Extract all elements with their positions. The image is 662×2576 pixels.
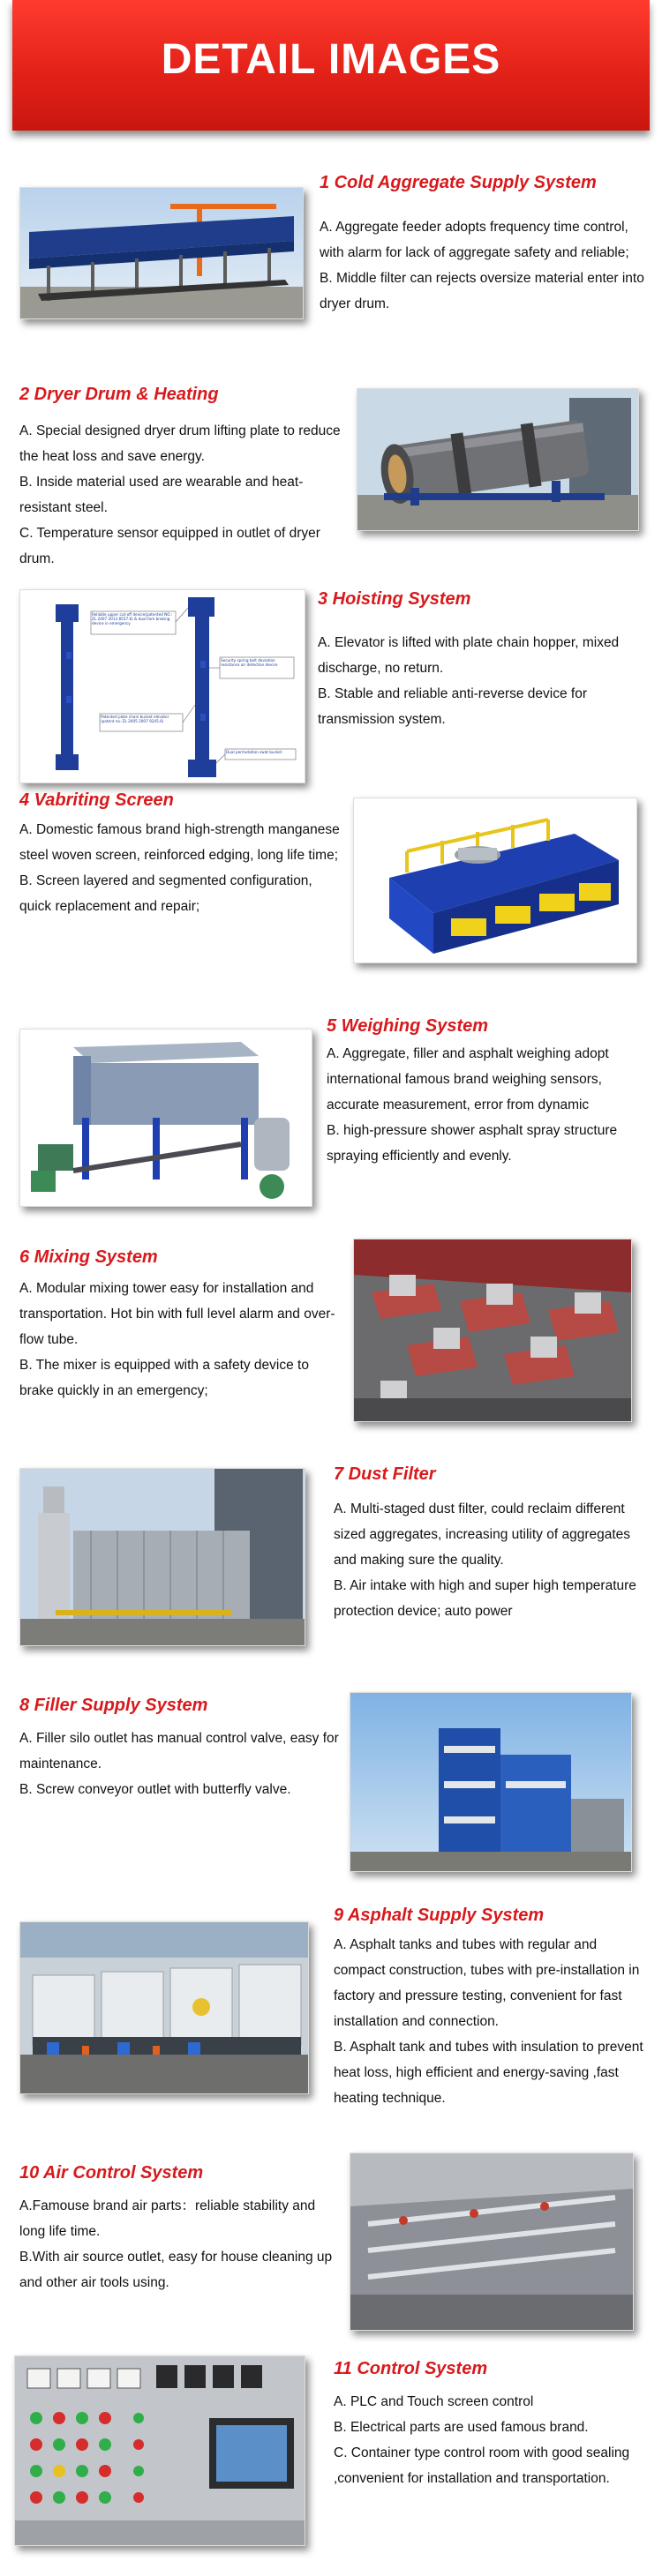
- section-body: [318, 630, 646, 732]
- vibrating-screen-photo: [353, 798, 637, 963]
- section-line: B. high-pressure shower asphalt spray structure spraying efficiently and evenly.: [327, 1123, 618, 1164]
- diagram-label: Dual permutation swat bucket: [226, 750, 282, 754]
- section-line: B. Asphalt tank and tubes with insulation to prevent heat loss, high efficient and energy-saving ,fast heating technique.: [334, 2040, 643, 2106]
- section-line: B.With air source outlet, easy for house cleaning up and other air tools using.: [19, 2250, 333, 2290]
- section-body: [19, 817, 342, 919]
- section-body: [19, 2193, 337, 2295]
- diagram-label: Reliable upper cut-off device(patented NO.: ZL 2007 2013 8557.6) & dual fork braking device in emergency: [92, 612, 173, 625]
- section-title: 1 Cold Aggregate Supply System: [320, 173, 597, 192]
- filler-supply-photo: [350, 1692, 632, 1872]
- section-line: B. The mixer is equipped with a safety device to brake quickly in an emergency;: [19, 1358, 309, 1398]
- section-body: [334, 1496, 651, 1624]
- section-title: 9 Asphalt Supply System: [334, 1906, 545, 1925]
- section-title: 8 Filler Supply System: [19, 1696, 208, 1715]
- section-title: 10 Air Control System: [19, 2163, 204, 2183]
- section-line: A. Elevator is lifted with plate chain hopper, mixed discharge, no return.: [318, 635, 620, 676]
- section-line: C. Container type control room with good sealing ,convenient for installation and transportation.: [334, 2445, 630, 2486]
- section-line: A. Asphalt tanks and tubes with regular and compact construction, tubes with pre-installation in factory and pressure testing, convenient for fast installation and connection.: [334, 1937, 640, 2029]
- section-title: 5 Weighing System: [327, 1016, 489, 1036]
- section-body: [19, 1276, 342, 1404]
- section-line: A. Modular mixing tower easy for installation and transportation. Hot bin with full level alarm and over-flow tube.: [19, 1281, 335, 1347]
- section-body: [19, 418, 346, 572]
- section-line: B. Screen layered and segmented configuration, quick replacement and repair;: [19, 873, 312, 914]
- hoisting-diagram: [19, 589, 305, 783]
- section-line: A.Famouse brand air parts：reliable stability and long life time.: [19, 2198, 316, 2239]
- section-line: B. Middle filter can rejects oversize material enter into dryer drum.: [320, 271, 644, 311]
- section-line: C. Temperature sensor equipped in outlet of dryer drum.: [19, 526, 320, 566]
- section-line: B. Stable and reliable anti-reverse device for transmission system.: [318, 686, 587, 727]
- section-title: 7 Dust Filter: [334, 1464, 436, 1484]
- section-line: A. Multi-staged dust filter, could reclaim different sized aggregates, increasing utility of aggregates and making sure the quality.: [334, 1501, 631, 1568]
- page-title: DETAIL IMAGES: [161, 36, 501, 83]
- section-title: 6 Mixing System: [19, 1247, 158, 1267]
- section-body: [334, 2389, 651, 2491]
- section-line: A. Domestic famous brand high-strength manganese steel woven screen, reinforced edging, long life time;: [19, 822, 340, 863]
- diagram-label: Security spring bolt deviation resistance air detection device: [221, 658, 278, 667]
- section-title: 3 Hoisting System: [318, 589, 471, 609]
- section-line: A. PLC and Touch screen control: [334, 2394, 534, 2409]
- mixing-photo: [353, 1239, 632, 1422]
- section-line: A. Aggregate, filler and asphalt weighing adopt international famous brand weighing sensors, accurate measurement, error from dynamic: [327, 1046, 609, 1112]
- section-body: [320, 214, 646, 317]
- dryer-drum-photo: [357, 388, 639, 531]
- section-line: B. Air intake with high and super high temperature protection device; auto power: [334, 1578, 636, 1619]
- section-body: [334, 1932, 651, 2111]
- asphalt-supply-photo: [19, 1921, 309, 2094]
- control-panel-photo: [14, 2355, 305, 2546]
- section-title: 4 Vabriting Screen: [19, 790, 174, 810]
- section-line: B. Electrical parts are used famous brand.: [334, 2420, 589, 2435]
- section-title: 2 Dryer Drum & Heating: [19, 385, 219, 404]
- section-line: B. Screw conveyor outlet with butterfly valve.: [19, 1782, 291, 1797]
- air-control-photo: [350, 2153, 634, 2331]
- weighing-diagram: [19, 1029, 312, 1207]
- section-line: B. Inside material used are wearable and heat-resistant steel.: [19, 475, 304, 515]
- diagram-label: Patented plate chain bucket elevator (patent no.:ZL 2005 2007 9245.6): [101, 715, 169, 723]
- dust-filter-photo: [19, 1468, 305, 1646]
- section-title: 11 Control System: [334, 2359, 488, 2378]
- section-body: [19, 1726, 348, 1802]
- cold-aggregate-photo: [19, 187, 304, 319]
- section-line: A. Filler silo outlet has manual control valve, easy for maintenance.: [19, 1731, 339, 1771]
- section-line: A. Aggregate feeder adopts frequency time control, with alarm for lack of aggregate safety and reliable;: [320, 220, 629, 260]
- section-body: [327, 1041, 648, 1169]
- header-banner: [12, 0, 650, 132]
- section-line: A. Special designed dryer drum lifting plate to reduce the heat loss and save energy.: [19, 423, 341, 464]
